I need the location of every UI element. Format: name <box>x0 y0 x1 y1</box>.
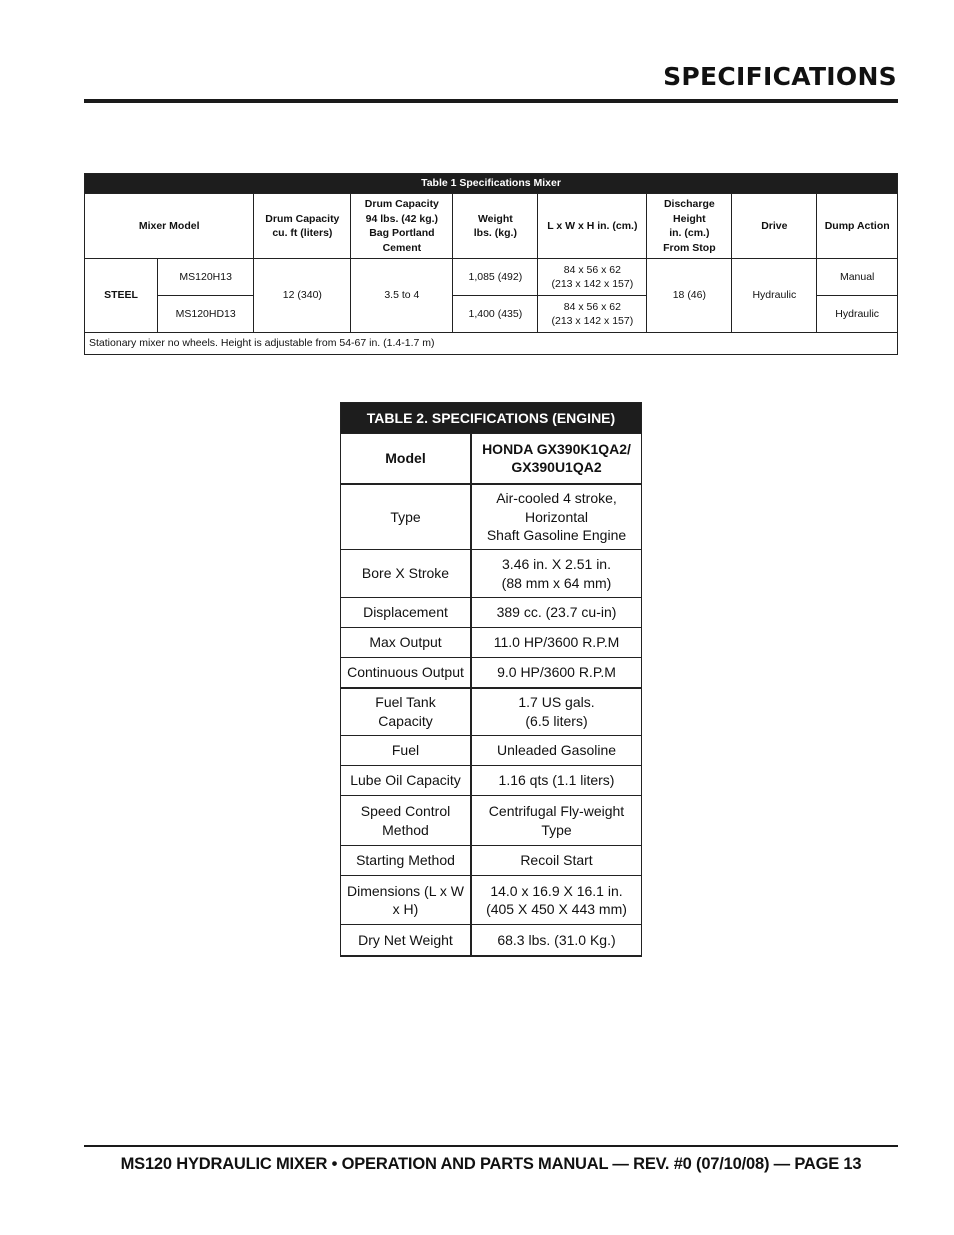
spec-value: 389 cc. (23.7 cu-in) <box>471 598 642 628</box>
header-drum-capacity: Drum Capacity cu. ft (liters) <box>254 194 351 259</box>
engine-specifications-table <box>340 402 642 957</box>
header-dump-action: Dump Action <box>817 194 898 259</box>
spec-label: Bore X Stroke <box>341 550 472 598</box>
page-title: SPECIFICATIONS <box>663 62 897 91</box>
header-weight: Weight lbs. (kg.) <box>453 194 538 259</box>
drum-capacity-bag-cell: 3.5 to 4 <box>351 259 453 333</box>
engine-model-label: Model <box>341 434 472 484</box>
table1-caption: Table 1 Specifications Mixer <box>85 174 898 194</box>
spec-label: Speed Control Method <box>341 796 472 846</box>
footer-divider <box>84 1145 898 1147</box>
drive-cell: Hydraulic <box>732 259 817 333</box>
spec-value: 1.16 qts (1.1 liters) <box>471 766 642 796</box>
dump-action-cell: Manual <box>817 259 898 296</box>
spec-value: 68.3 lbs. (31.0 Kg.) <box>471 925 642 956</box>
table-row <box>341 846 642 876</box>
material-group: STEEL <box>85 259 158 333</box>
table-row <box>341 736 642 766</box>
table1-note: Stationary mixer no wheels. Height is adjustable from 54-67 in. (1.4-1.7 m) <box>85 333 898 355</box>
spec-label: Continuous Output <box>341 658 472 688</box>
spec-value: 9.0 HP/3600 R.P.M <box>471 658 642 688</box>
table-row <box>341 658 642 688</box>
spec-value: Unleaded Gasoline <box>471 736 642 766</box>
header-discharge-height: Discharge Height in. (cm.) From Stop <box>647 194 732 259</box>
engine-model-value: HONDA GX390K1QA2/ GX390U1QA2 <box>471 434 642 484</box>
spec-label: Fuel Tank Capacity <box>341 688 472 736</box>
table-row <box>341 766 642 796</box>
table-row <box>341 876 642 925</box>
spec-label: Dry Net Weight <box>341 925 472 956</box>
table-row <box>85 259 898 296</box>
table-row <box>341 925 642 956</box>
model-cell: MS120H13 <box>158 259 254 296</box>
spec-label: Dimensions (L x W x H) <box>341 876 472 925</box>
table-row <box>341 688 642 736</box>
drum-capacity-cell: 12 (340) <box>254 259 351 333</box>
table-row <box>341 598 642 628</box>
mixer-specifications-table <box>84 173 898 355</box>
table-row <box>341 628 642 658</box>
spec-value: 3.46 in. X 2.51 in. (88 mm x 64 mm) <box>471 550 642 598</box>
weight-cell: 1,400 (435) <box>453 296 538 333</box>
table-row <box>341 796 642 846</box>
spec-label: Displacement <box>341 598 472 628</box>
spec-value: 11.0 HP/3600 R.P.M <box>471 628 642 658</box>
header-drum-capacity-bag: Drum Capacity 94 lbs. (42 kg.) Bag Portland Cement <box>351 194 453 259</box>
dimensions-cell: 84 x 56 x 62 (213 x 142 x 157) <box>538 259 647 296</box>
model-cell: MS120HD13 <box>158 296 254 333</box>
spec-label: Starting Method <box>341 846 472 876</box>
spec-label: Max Output <box>341 628 472 658</box>
header-dimensions: L x W x H in. (cm.) <box>538 194 647 259</box>
spec-value: 1.7 US gals. (6.5 liters) <box>471 688 642 736</box>
weight-cell: 1,085 (492) <box>453 259 538 296</box>
spec-value: 14.0 x 16.9 X 16.1 in. (405 X 450 X 443 mm) <box>471 876 642 925</box>
page-footer: MS120 HYDRAULIC MIXER • OPERATION AND PARTS MANUAL — REV. #0 (07/10/08) — PAGE 13 <box>120 1155 862 1173</box>
dump-action-cell: Hydraulic <box>817 296 898 333</box>
title-divider <box>84 99 898 103</box>
table-row <box>341 484 642 550</box>
header-drive: Drive <box>732 194 817 259</box>
discharge-height-cell: 18 (46) <box>647 259 732 333</box>
spec-label: Type <box>341 484 472 550</box>
spec-label: Lube Oil Capacity <box>341 766 472 796</box>
dimensions-cell: 84 x 56 x 62 (213 x 142 x 157) <box>538 296 647 333</box>
spec-value: Air-cooled 4 stroke, Horizontal Shaft Gasoline Engine <box>471 484 642 550</box>
spec-label: Fuel <box>341 736 472 766</box>
table2-caption: TABLE 2. SPECIFICATIONS (ENGINE) <box>341 403 642 434</box>
spec-value: Recoil Start <box>471 846 642 876</box>
header-mixer-model: Mixer Model <box>85 194 254 259</box>
spec-value: Centrifugal Fly-weight Type <box>471 796 642 846</box>
table-row <box>341 550 642 598</box>
